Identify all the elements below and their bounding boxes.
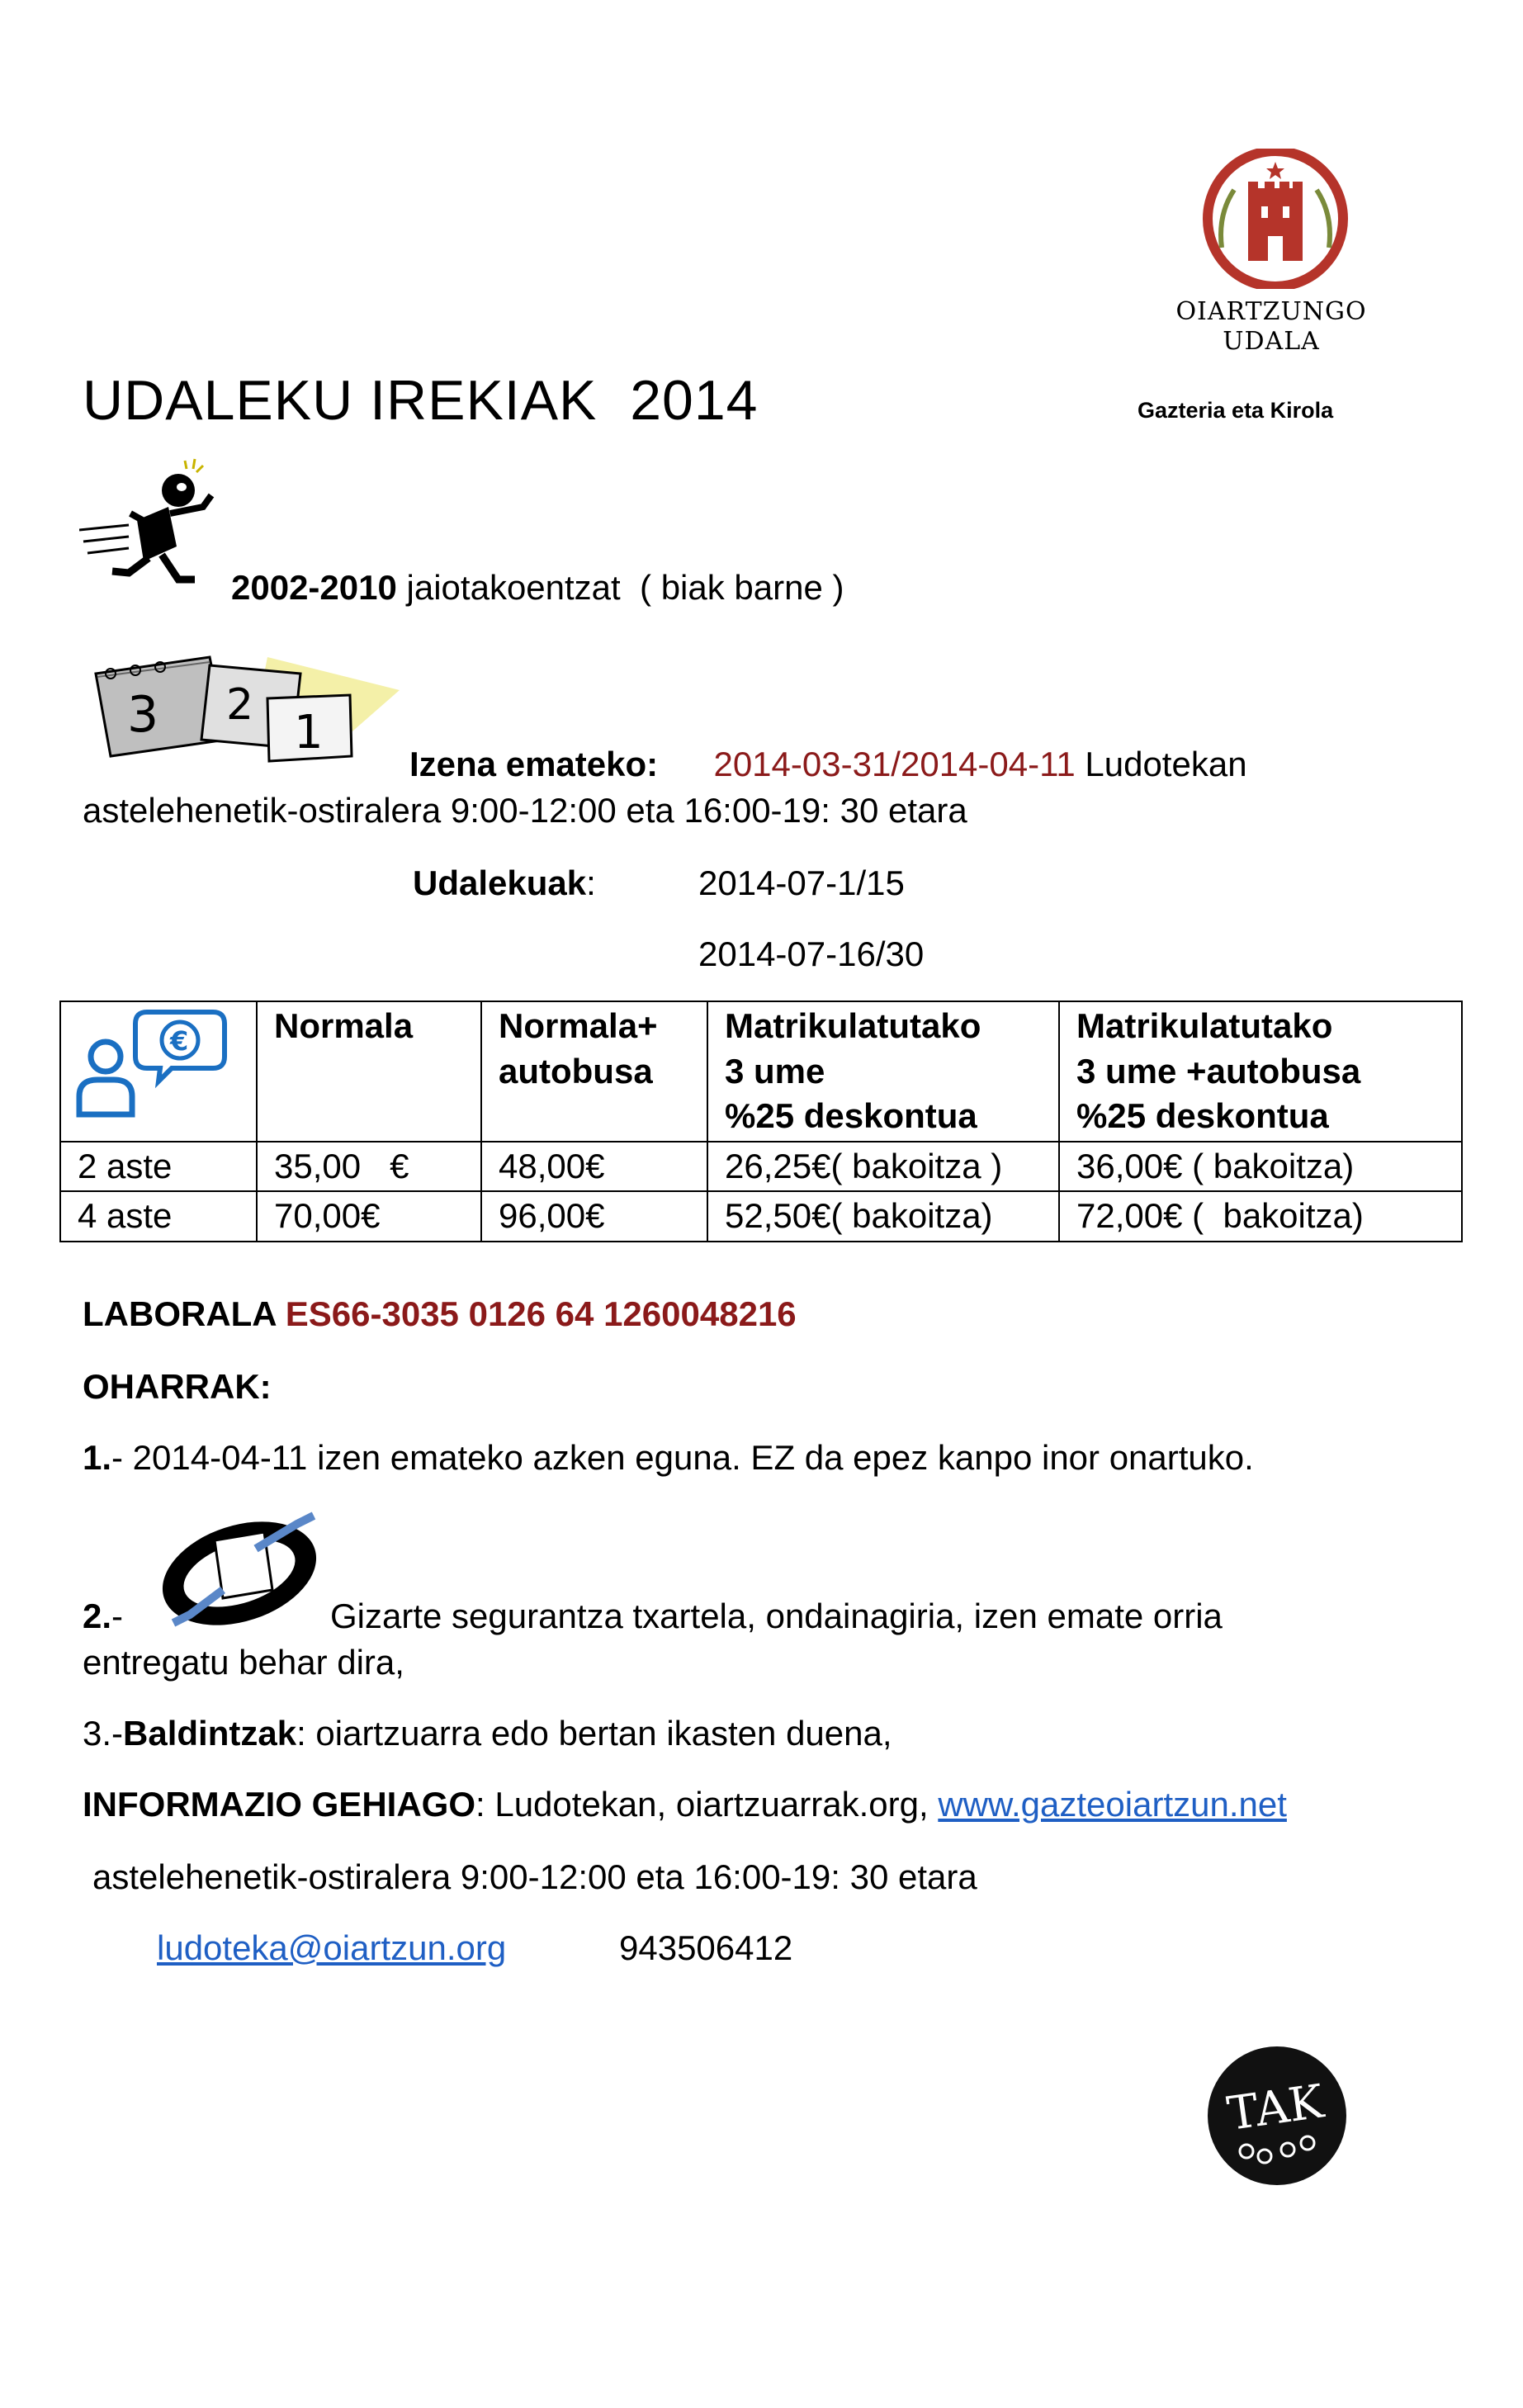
note-3: [83, 1712, 892, 1756]
council-name: [1156, 297, 1387, 357]
note-2-text: Gizarte segurantza txartela, ondainagiria, izen emate orria: [330, 1597, 1223, 1635]
website-link[interactable]: www.gazteoiartzun.net: [938, 1785, 1287, 1824]
camps-colon: :: [586, 863, 596, 902]
takak-logo-icon: [1205, 2044, 1349, 2188]
svg-text:€: €: [170, 1025, 189, 1057]
svg-text:1: 1: [294, 706, 324, 759]
header-discount-bus-line2: 3 ume +autobusa: [1076, 1051, 1361, 1090]
birth-years-line: [231, 566, 844, 610]
price-discount: 52,50€( bakoitza): [707, 1191, 1059, 1242]
info-line: [83, 1783, 1287, 1827]
info-text: : Ludotekan, oiartzuarrak.org,: [475, 1785, 939, 1824]
header-discount-bus-line1: Matrikulatutako: [1076, 1006, 1333, 1045]
price-normal: 35,00 €: [257, 1142, 481, 1192]
note-3-number: 3: [83, 1714, 102, 1753]
table-row: [60, 1191, 1462, 1242]
bank-name: LABORALA: [83, 1294, 277, 1333]
price-table-header: [60, 1001, 1462, 1142]
price-discount-bus: 72,00€ ( bakoitza): [1059, 1191, 1462, 1242]
calendar-pages-icon: [86, 641, 408, 764]
page-title: UDALEKU IREKIAK 2014: [83, 369, 759, 432]
row-label: 2 aste: [60, 1142, 257, 1192]
note-2-dash: -: [111, 1597, 124, 1635]
header-normal-label: Normala: [274, 1006, 414, 1045]
row-label: 4 aste: [60, 1191, 257, 1242]
bank-line: [83, 1293, 797, 1336]
running-figure-icon: [79, 456, 236, 596]
contact-line: [157, 1927, 506, 1970]
note-3-label: Baldintzak: [123, 1714, 297, 1753]
note-2: [83, 1595, 123, 1639]
price-table: [59, 1001, 1463, 1242]
note-3-text: : oiartzuarra edo bertan ikasten duena,: [296, 1714, 892, 1753]
note-2-number: 2.: [83, 1597, 112, 1635]
header-discount: [707, 1001, 1059, 1142]
council-name-line1: OIARTZUNGO: [1175, 297, 1367, 326]
header-discount-bus: [1059, 1001, 1462, 1142]
header-normal-bus-line1: Normala+: [499, 1006, 658, 1045]
header-discount-line3: %25 deskontua: [725, 1096, 977, 1136]
header-normal-bus-line2: autobusa: [499, 1051, 653, 1090]
phone-number: 943506412: [619, 1928, 793, 1967]
camps-period-2: 2014-07-16/30: [698, 934, 925, 973]
bank-iban: ES66-3035 0126 64 1260048216: [285, 1294, 797, 1333]
info-label: INFORMAZIO GEHIAGO: [83, 1785, 475, 1824]
svg-text:2: 2: [226, 680, 254, 730]
camps-label: Udalekuak: [413, 863, 587, 902]
registration-place: Ludotekan: [1085, 745, 1247, 783]
camps-period-1: 2014-07-1/15: [698, 863, 905, 902]
note-2-text-cont: entregatu behar dira,: [83, 1643, 404, 1682]
castle-emblem-icon: [1197, 149, 1354, 289]
birth-years-text: jaiotakoentzat ( biak barne ): [406, 568, 844, 607]
price-normal-bus: 48,00€: [481, 1142, 707, 1192]
council-name-line2: UDALA: [1223, 327, 1320, 356]
registration-line: [409, 743, 1247, 787]
department-name: Gazteria eta Kirola: [1138, 398, 1334, 423]
header-discount-line2: 3 ume: [725, 1051, 825, 1090]
price-normal-bus: 96,00€: [481, 1191, 707, 1242]
camps-line: [413, 862, 596, 906]
hands-passing-paper-icon: [157, 1507, 322, 1639]
registration-label: Izena emateko:: [409, 745, 659, 783]
note-1: [83, 1436, 1254, 1480]
header-normal: [257, 1001, 481, 1142]
note-1-number: 1.: [83, 1438, 112, 1477]
note-3-separator: .-: [102, 1714, 124, 1753]
person-euro-bubble-icon: [73, 1007, 229, 1123]
header-discount-line1: Matrikulatutako: [725, 1006, 981, 1045]
notes-title: OHARRAK:: [83, 1367, 272, 1406]
email-link[interactable]: ludoteka@oiartzun.org: [157, 1928, 507, 1967]
header-discount-bus-line3: %25 deskontua: [1076, 1096, 1329, 1136]
registration-dates: 2014-03-31/2014-04-11: [713, 745, 1076, 783]
svg-text:TAK: TAK: [1223, 2074, 1327, 2141]
price-discount-bus: 36,00€ ( bakoitza): [1059, 1142, 1462, 1192]
header-normal-bus: [481, 1001, 707, 1142]
registration-hours: astelehenetik-ostiralera 9:00-12:00 eta 16:00-19: 30 etara: [83, 791, 967, 830]
birth-years-range: 2002-2010: [231, 568, 397, 607]
price-normal: 70,00€: [257, 1191, 481, 1242]
svg-text:3: 3: [127, 686, 159, 744]
price-table-icon-cell: [60, 1001, 257, 1142]
table-row: [60, 1142, 1462, 1192]
info-hours: astelehenetik-ostiralera 9:00-12:00 eta 16:00-19: 30 etara: [92, 1857, 977, 1896]
price-discount: 26,25€( bakoitza ): [707, 1142, 1059, 1192]
note-1-text: - 2014-04-11 izen emateko azken eguna. EZ da epez kanpo inor onartuko.: [111, 1438, 1254, 1477]
